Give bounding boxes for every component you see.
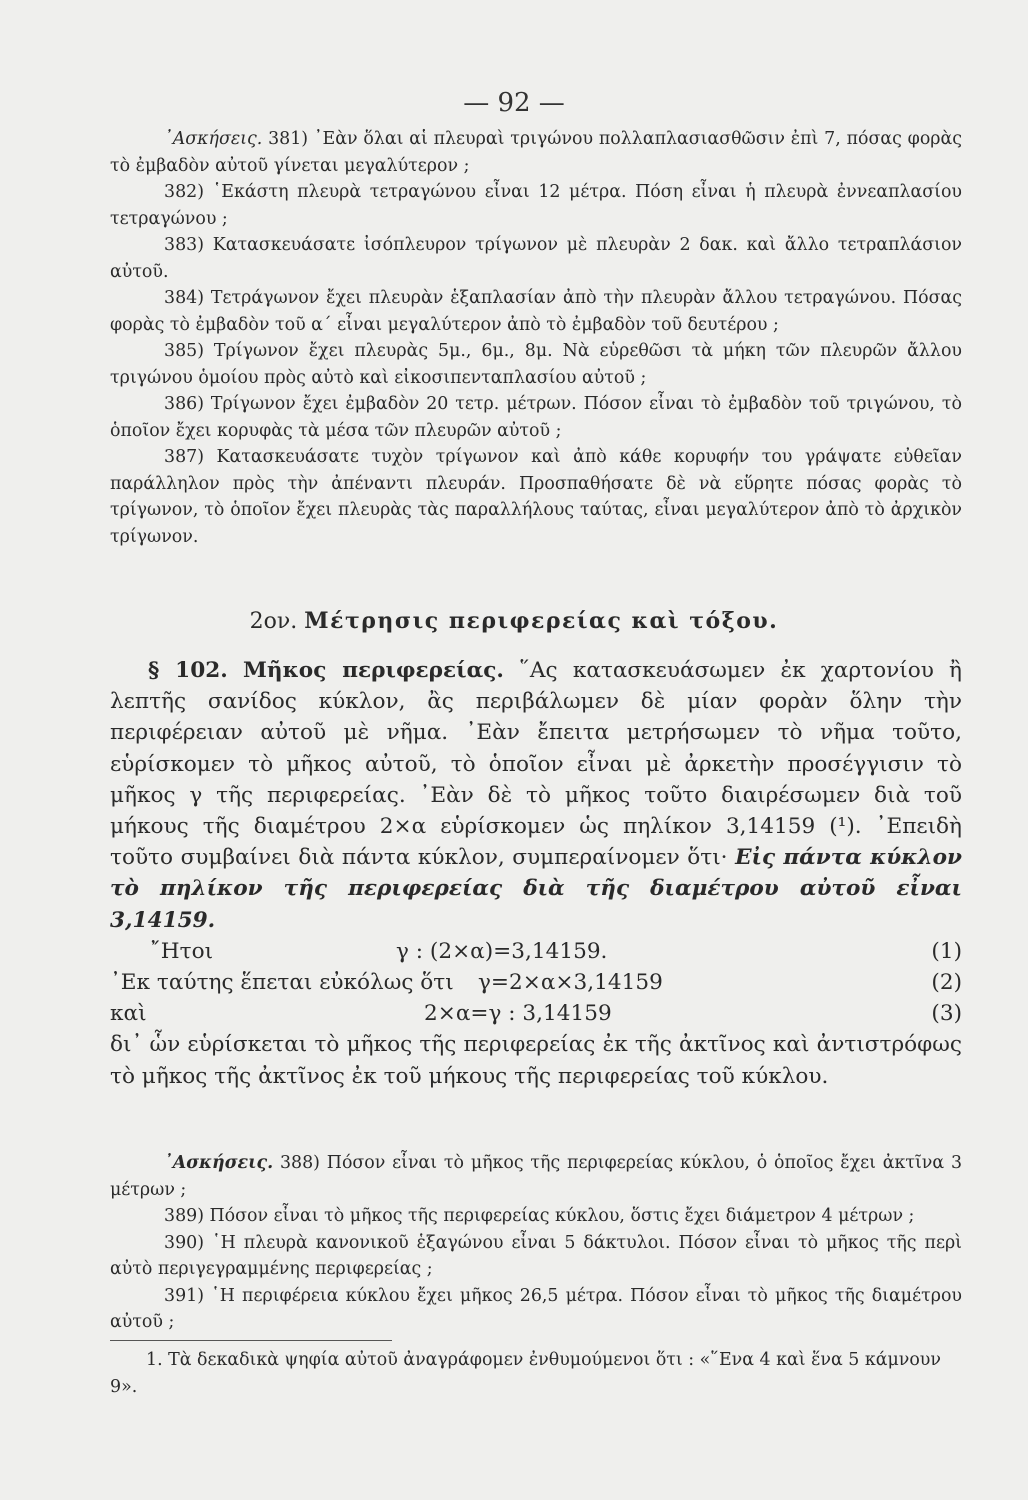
equation-2-tag: (2) <box>931 970 962 996</box>
exercise-389: 389) Πόσον εἶναι τὸ μῆκος τῆς περιφερείας κύκλου, ὅστις ἔχει διάμετρον 4 μέτρων ; <box>164 1206 915 1226</box>
exercise-383: 383) Κατασκευάσατε ἰσόπλευρον τρίγωνον μὲ πλευρὰν 2 δακ. καὶ ἄλλο τετραπλάσιον αὐτοῦ. <box>110 235 962 282</box>
footnote-text: 1. Τὰ δεκαδικὰ ψηφία αὐτοῦ ἀναγράφομεν ἐνθυμούμενοι ὅτι : «῞Ενα 4 καὶ ἕνα 5 κάμνουν 9». <box>110 1350 941 1397</box>
equation-2-formula: γ=2×α×3,14159 <box>478 970 663 996</box>
equation-3-formula: 2×α=γ : 3,14159 <box>424 1001 612 1027</box>
exercises-block-1 <box>110 126 962 550</box>
exercise-385: 385) Τρίγωνον ἔχει πλευρὰς 5μ., 6μ., 8μ. Νὰ εὑρεθῶσι τὰ μήκη τῶν πλευρῶν ἄλλου τριγώνου ὁμοίου πρὸς αὐτὸ καὶ εἰκοσιπενταπλασίου αὐτοῦ ; <box>110 341 962 388</box>
exercises-label-2: ᾿Ασκήσεις. <box>164 1153 274 1173</box>
section-number: 2ον. <box>249 609 298 634</box>
section-sign: § 102. <box>148 658 228 683</box>
exercise-387: 387) Κατασκευάσατε τυχὸν τρίγωνον καὶ ἀπὸ κάθε κορυφήν του γράψατε εὐθεῖαν παράλληλον πρὸς τὴν ἀπέναντι πλευράν. Προσπαθήσατε δὲ νὰ εὕρητε πόσας φορὰς τὸ τρίγωνον, τὸ ὁποῖον ἔχει πλευρὰς τὰς παραλλήλους ταύτας, εἶναι μεγαλύτερον ἀπὸ τὸ ἀρχικὸν τρίγωνον. <box>110 447 962 547</box>
exercise-391: 391) ῾Η περιφέρεια κύκλου ἔχει μῆκος 26,5 μέτρα. Πόσον εἶναι τὸ μῆκος τῆς διαμέτρου αὐτοῦ ; <box>110 1285 962 1332</box>
theorem-statement: Εἰς πάντα κύκλον τὸ πηλίκον τῆς περιφερείας διὰ τῆς διαμέτρου αὐτοῦ εἶναι 3,14159. <box>110 845 962 933</box>
equation-1: ῎Ητοι γ : (2×α)=3,14159. (1) <box>110 936 962 967</box>
exercise-388: ᾿Ασκήσεις. 388) Πόσον εἶναι τὸ μῆκος τῆς περιφερείας κύκλου, ὁ ὁποῖος ἔχει ἀκτῖνα 3 μέτρων ; <box>110 1153 963 1200</box>
exercise-386: 386) Τρίγωνον ἔχει ἐμβαδὸν 20 τετρ. μέτρων. Πόσον εἶναι τὸ ἐμβαδὸν τοῦ τριγώνου, τὸ ὁποῖον ἔχει κορυφὰς τὰ μέσα τῶν πλευρῶν αὐτοῦ ; <box>110 394 962 441</box>
equation-3-tag: (3) <box>931 1001 962 1027</box>
equation-1-tag: (1) <box>931 938 962 964</box>
paragraph-conclusion: δι᾿ ὧν εὑρίσκεται τὸ μῆκος τῆς περιφερείας ἐκ τῆς ἀκτῖνος καὶ ἀντιστρόφως τὸ μῆκος τῆς ἀκτῖνος ἐκ τοῦ μήκους τῆς περιφερείας τοῦ κύκλου. <box>110 1032 962 1089</box>
section-title: Μέτρησις περιφερείας καὶ τόξου. <box>304 608 779 634</box>
exercise-381: ᾿Ασκήσεις. 381) ᾿Εὰν ὅλαι αἱ πλευραὶ τριγώνου πολλαπλασιασθῶσιν ἐπὶ 7, πόσας φορὰς τὸ ἐμβαδὸν αὐτοῦ γίνεται μεγαλύτερον ; <box>110 129 962 176</box>
equation-3: καὶ 2×α=γ : 3,14159 (3) <box>110 998 962 1029</box>
exercise-390: 390) ῾Η πλευρὰ κανονικοῦ ἑξαγώνου εἶναι 5 δάκτυλοι. Πόσον εἶναι τὸ μῆκος τῆς περὶ αὐτὸ περιγεγραμμένης περιφερείας ; <box>110 1232 962 1279</box>
exercise-384: 384) Τετράγωνον ἔχει πλευρὰν ἑξαπλασίαν ἀπὸ τὴν πλευρὰν ἄλλου τετραγώνου. Πόσας φορὰς τὸ ἐμβαδὸν τοῦ α΄ εἶναι μεγαλύτερον ἀπὸ τὸ ἐμβαδὸν τοῦ δευτέρου ; <box>110 288 962 335</box>
footnote <box>110 1347 962 1400</box>
footnote-rule <box>110 1340 392 1341</box>
equation-2: ᾿Εκ ταύτης ἕπεται εὐκόλως ὅτι γ=2×α×3,14159 (2) <box>110 967 962 998</box>
exercises-label: ᾿Ασκήσεις. <box>164 129 263 149</box>
paragraph-circumference: § 102. Μῆκος περιφερείας. ῞Ας κατασκευάσωμεν ἐκ χαρτονίου ἢ λεπτῆς σανίδος κύκλον, ἂς περιβάλωμεν δὲ μίαν φορὰν ὅλην τὴν περιφέρειαν αὐτοῦ μὲ νῆμα. ᾿Εὰν ἔπειτα μετρήσωμεν τὸ νῆμα τοῦτο, εὑρίσκομεν τὸ μῆκος αὐτοῦ, τὸ ὁποῖον εἶναι μὲ ἀρκετὴν προσέγγισιν τὸ μῆκος γ τῆς περιφερείας. ᾿Εὰν δὲ τὸ μῆκος τοῦτο διαιρέσωμεν διὰ τοῦ μήκους τῆς διαμέτρου 2×α εὑρίσκομεν ὡς πηλίκον 3,14159 (¹). ᾿Επειδὴ τοῦτο συμβαίνει διὰ πάντα κύκλον, συμπεραίνομεν ὅτι· Εἰς πάντα κύκλον τὸ πηλίκον τῆς περιφερείας διὰ τῆς διαμέτρου αὐτοῦ εἶναι 3,14159. <box>110 658 962 933</box>
section-heading <box>0 608 1028 634</box>
section-102-title: Μῆκος περιφερείας. <box>243 658 504 683</box>
exercise-382: 382) ῾Εκάστη πλευρὰ τετραγώνου εἶναι 12 μέτρα. Πόση εἶναι ἡ πλευρὰ ἐννεαπλασίου τετραγώνου ; <box>110 182 962 229</box>
section-102 <box>110 655 962 1092</box>
page-number: — 92 — <box>463 88 565 118</box>
exercises-block-2 <box>110 1150 962 1336</box>
equation-1-formula: γ : (2×α)=3,14159. <box>396 938 608 964</box>
